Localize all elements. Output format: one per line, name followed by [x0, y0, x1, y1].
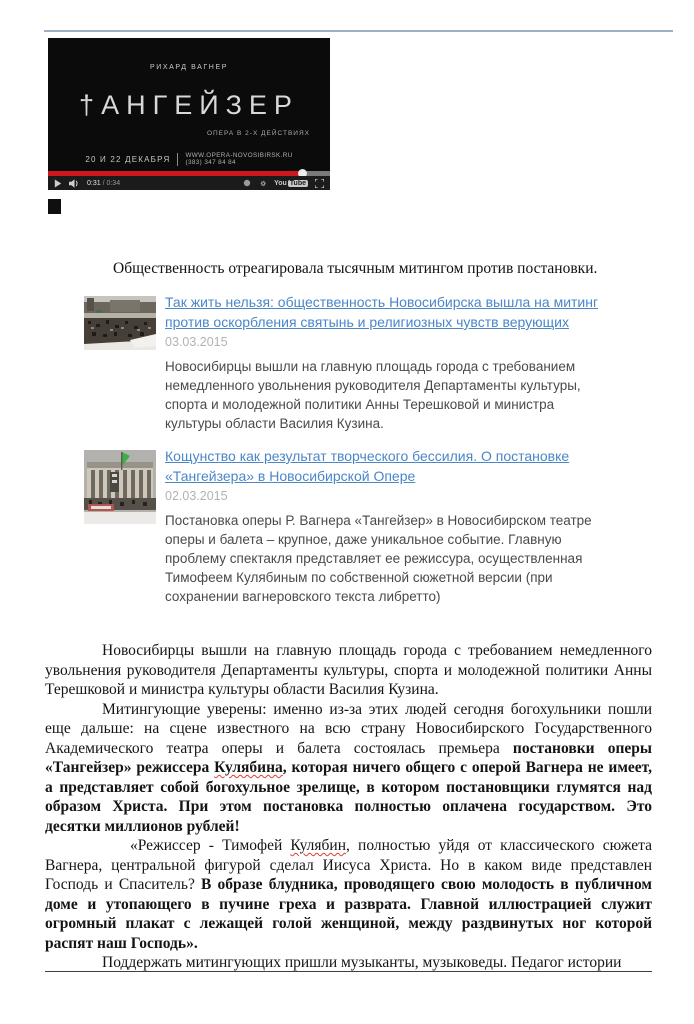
lead-sentence: Общественность отреагировала тысячным митингом против постановки. [113, 260, 598, 277]
poster-website-text: WWW.OPERA-NOVOSIBIRSK.RU [185, 152, 293, 159]
article-description-rally: Новосибирцы вышли на главную площадь города с требованием немедленного увольнения руководителя Департаменты культуры, спорта и молодежной политики Анны Терешковой и министра культуры области Василия Кузина. [165, 359, 581, 431]
video-time-current: 0:31 [87, 179, 101, 187]
poster-composer-text: РИХАРД ВАГНЕР [149, 64, 228, 71]
play-icon[interactable] [54, 179, 62, 188]
video-control-bar [48, 176, 330, 190]
video-poster[interactable] [48, 38, 330, 171]
black-placeholder-square [48, 199, 61, 214]
poster-bottom-line [48, 152, 330, 166]
volume-icon[interactable] [69, 179, 80, 188]
body-text-segment: Митингующие уверены: именно из-за этих людей сегодня богохульники пошли еще дальше: на сцене известного на всю страну Новосибирского Государственного Академического театра оперы и балета состоялась премьера [45, 700, 652, 757]
body-text-segment: Поддержать митингующих пришли музыканты, музыковеды. Педагог истории [102, 954, 622, 971]
article-body [45, 641, 652, 973]
video-time-separator: / [100, 179, 107, 187]
article-thumbnail-rally-photo[interactable] [84, 296, 156, 350]
body-text-segment: «Режиссер - Тимофей [130, 837, 291, 854]
poster-title-text: †АНГЕЙЗЕР [79, 90, 299, 120]
page-bottom-rule [45, 971, 652, 972]
body-paragraph-1 [45, 641, 652, 700]
body-paragraph-4 [45, 953, 652, 973]
news-snippet-opera [84, 446, 614, 606]
body-text-segment: В образе блудника, проводящего свою молодость в публичном доме и утопающего в пучине греха и разврата. Главной иллюстрацией служит огромный плакат с лежащей голой женщиной, между раздвинутых ног которой распят наш Господь». [45, 876, 652, 952]
poster-divider [177, 153, 178, 166]
article-date-rally: 03.03.2015 [165, 335, 228, 349]
spellcheck-word: Кулябина [214, 759, 283, 776]
body-text-segment: Новосибирцы вышли на главную площадь города с требованием немедленного увольнения руководителя Департаменты культуры, спорта и молодежной политики Анны Терешковой и министра культуры области Василия Кузина. [45, 642, 652, 698]
article-description-opera: Постановка оперы Р. Вагнера «Тангейзер» в Новосибирском театре оперы и балета – крупное, даже уникальное событие. Главную проблему спектакля представляет ее режиссура, осуществленная Тимофеем Кулябиным по собственной сюжетной версии (при сохранении вагнеровского текста либретто) [165, 513, 592, 604]
youtube-logo-tube: Tube [289, 179, 306, 187]
body-text-segment: постановки оперы «Тангейзер» режиссера [45, 739, 652, 776]
fullscreen-icon[interactable] [315, 179, 324, 188]
article-link-rally[interactable]: Так жить нельзя: общественность Новосибирска вышла на митинг против оскорбления святынь и религиозных чувств верующих [165, 294, 599, 330]
video-time-total: 0:34 [106, 179, 121, 187]
spellcheck-word: Кулябин [290, 837, 346, 854]
news-snippet-rally [84, 292, 614, 433]
body-text-segment: , полностью уйдя от классического сюжета Вагнера, центральной фигурой сделал Иисуса Христа. Но в каком виде представлен Господь и Спаситель? [45, 837, 652, 893]
poster-dates-text: 20 И 22 ДЕКАБРЯ [85, 154, 171, 164]
video-player[interactable] [48, 38, 330, 190]
article-date-opera: 02.03.2015 [165, 489, 228, 503]
cc-circle-icon[interactable] [243, 179, 251, 187]
video-time [87, 180, 120, 187]
article-thumbnail-opera-house-photo[interactable] [84, 450, 156, 524]
body-paragraph-2 [45, 700, 652, 837]
poster-phone-text: (383) 347 84 84 [185, 159, 236, 166]
body-paragraph-3 [45, 836, 652, 953]
article-link-opera[interactable]: Кощунство как результат творческого бессилия. О постановке «Тангейзера» в Новосибирской Опере [165, 448, 570, 484]
body-text-segment: , которая ничего общего с оперой Вагнера не имеет, а представляет собой богохульное зрелище, в котором постановщики глумятся над образом Христа. При этом постановка полностью оплачена государством. Это десятки миллионов рублей! [45, 759, 653, 835]
settings-gear-icon[interactable] [258, 179, 267, 188]
poster-subtitle-text: ОПЕРА В 2-Х ДЕЙСТВИЯХ [206, 130, 310, 137]
youtube-logo[interactable] [274, 180, 308, 187]
youtube-logo-you: You [274, 179, 287, 187]
page-top-rule [44, 30, 673, 32]
